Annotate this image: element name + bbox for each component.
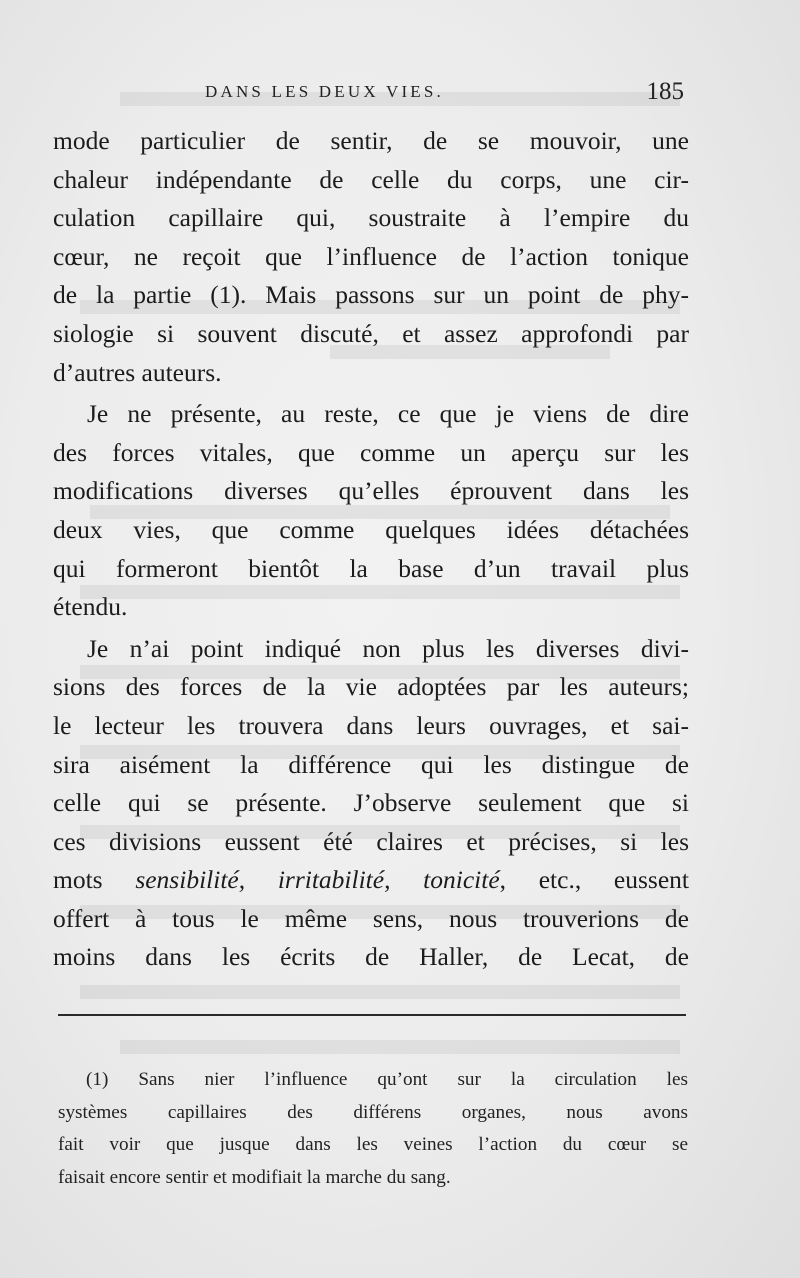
- text-line: modifications diverses qu’elles éprouvent dans les: [53, 476, 689, 506]
- text-line: cœur, ne reçoit que l’influence de l’action tonique: [53, 241, 689, 271]
- text-line: le lecteur les trouvera dans leurs ouvrages, et sai-: [53, 710, 689, 740]
- text-line: sira aisément la différence qui les distingue de: [53, 749, 689, 779]
- footnote-line: faisait encore sentir et modifiait la marche du sang.: [58, 1166, 451, 1188]
- text-line: culation capillaire qui, soustraite à l’empire du: [53, 203, 689, 233]
- term-irritabilite: irritabilité,: [277, 865, 424, 895]
- text-line: Je n’ai point indiqué non plus les diverses divi-: [87, 633, 689, 663]
- main-text: [53, 122, 689, 977]
- text-line: sions des forces de la vie adoptées par les auteurs;: [53, 672, 689, 702]
- text-line: chaleur indépendante de celle du corps, une cir-: [53, 164, 689, 194]
- text-line-italic-terms: mots sensibilité, irritabilité, tonicité, etc., eussent: [53, 865, 689, 895]
- text-line: de la partie (1). Mais passons sur un point de phy-: [53, 280, 689, 310]
- term-sensibilite: sensibilité,: [135, 865, 278, 895]
- footnote-line: fait voir que jusque dans les veines l’action du cœur se: [58, 1134, 688, 1155]
- running-head: DANS LES DEUX VIES.: [205, 82, 444, 101]
- footnote-line: systèmes capillaires des différens organes, nous avons: [58, 1101, 688, 1123]
- text-line: ces divisions eussent été claires et précises, si les: [53, 826, 689, 856]
- text-line: étendu.: [53, 592, 128, 622]
- term-tonicite: tonicité: [423, 865, 500, 895]
- text-line: qui formeront bientôt la base d’un travail plus: [53, 553, 689, 583]
- page-header: [0, 78, 800, 108]
- footnote: [58, 1064, 688, 1194]
- text-line: mode particulier de sentir, de se mouvoir, une: [53, 126, 689, 155]
- text-line: moins dans les écrits de Haller, de Lecat, de: [53, 942, 689, 972]
- footnote-line: (1) Sans nier l’influence qu’ont sur la circulation les: [86, 1069, 688, 1090]
- text-line: celle qui se présente. J’observe seulement que si: [53, 788, 689, 818]
- text-line: offert à tous le même sens, nous trouverions de: [53, 903, 689, 933]
- text-line: deux vies, que comme quelques idées détachées: [53, 514, 689, 544]
- footnote-rule: [58, 1014, 686, 1016]
- text-line: d’autres auteurs.: [53, 357, 222, 387]
- text-line: des forces vitales, que comme un aperçu sur les: [53, 437, 689, 467]
- text-line: siologie si souvent discuté, et assez approfondi par: [53, 318, 689, 348]
- page-number: 185: [646, 78, 684, 105]
- text-line: Je ne présente, au reste, ce que je viens de dire: [87, 399, 689, 429]
